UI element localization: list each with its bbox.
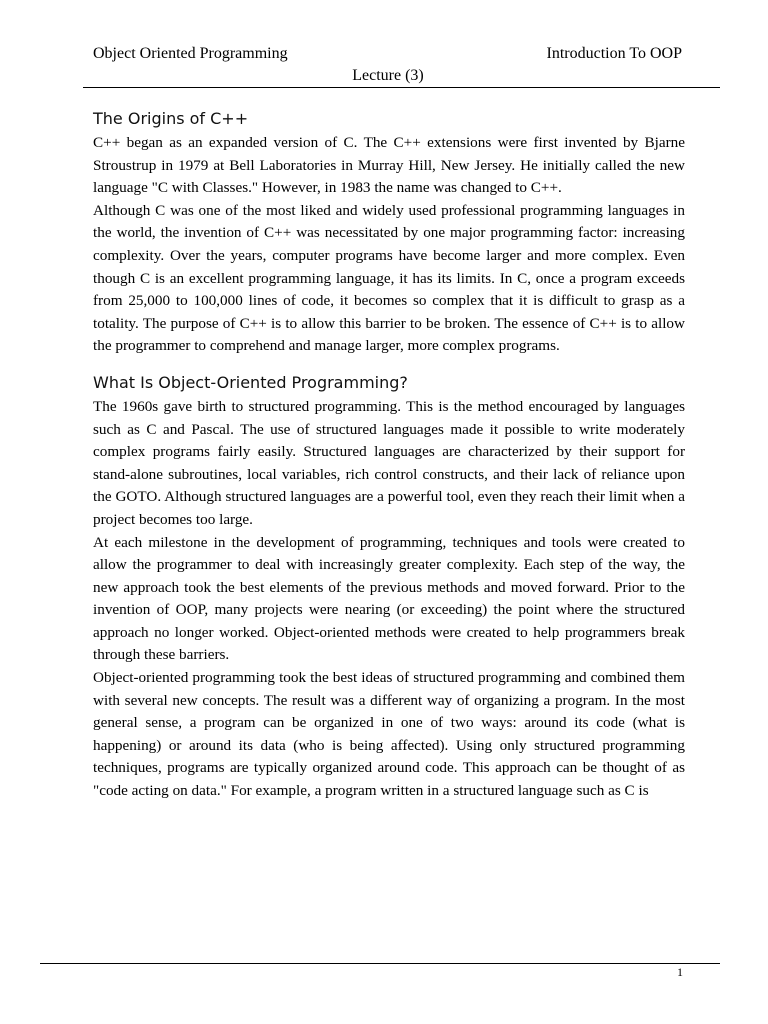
page-number: 1 [677, 965, 683, 979]
paragraph: Although C was one of the most liked and widely used professional programming languages in the world, the invention of C++ was necessitated by one major programming factor: increasing complexity. Over the years, computer programs have become larger and more complex. Even though C is an excellent programming language, it has its limits. In C, once a program exceeds from 25,000 to 100,000 lines of code, it becomes so complex that it is difficult to grasp as a totality. The purpose of C++ is to allow this barrier to be broken. The essence of C++ is to allow the programmer to comprehend and manage larger, more complex programs. [93, 201, 685, 355]
header-course-title: Object Oriented Programming [93, 45, 288, 62]
section-heading-origins: The Origins of C++ [93, 109, 249, 128]
paragraph: The 1960s gave birth to structured programming. This is the method encouraged by languages such as C and Pascal. The use of structured languages made it possible to write moderately complex programs fairly easily. Structured languages are characterized by their support for stand-alone subroutines, local variables, rich control constructs, and their lack of reliance upon the GOTO. Although structured languages are a powerful tool, even they reach their limit when a project becomes too large. [93, 397, 685, 528]
header-lecture-number: Lecture (3) [352, 67, 424, 84]
paragraph: At each milestone in the development of programming, techniques and tools were created to allow the programmer to deal with increasingly greater complexity. Each step of the way, the new approach took the best elements of the previous methods and moved forward. Prior to the invention of OOP, many projects were nearing (or exceeding) the point where the structured approach no longer worked. Object-oriented methods were created to help programmers break through these barriers. [93, 533, 685, 664]
footer-divider [40, 963, 720, 964]
section-heading-oop: What Is Object-Oriented Programming? [93, 372, 408, 392]
header-topic-title: Introduction To OOP [546, 45, 682, 62]
header-divider [83, 87, 720, 88]
document-body [93, 106, 685, 803]
paragraph: Object-oriented programming took the best ideas of structured programming and combined them with several new concepts. The result was a different way of organizing a program. In the most general sense, a program can be organized in one of two ways: around its code (what is happening) or around its data (who is being affected). Using only structured programming techniques, programs are typically organized around code. This approach can be thought of as "code acting on data." For example, a program written in a structured language such as C is [93, 669, 685, 800]
paragraph: C++ began as an expanded version of C. The C++ extensions were first invented by Bjarne Stroustrup in 1979 at Bell Laboratories in Murray Hill, New Jersey. He initially called the new language "C with Classes." However, in 1983 the name was changed to C++. [93, 134, 685, 197]
